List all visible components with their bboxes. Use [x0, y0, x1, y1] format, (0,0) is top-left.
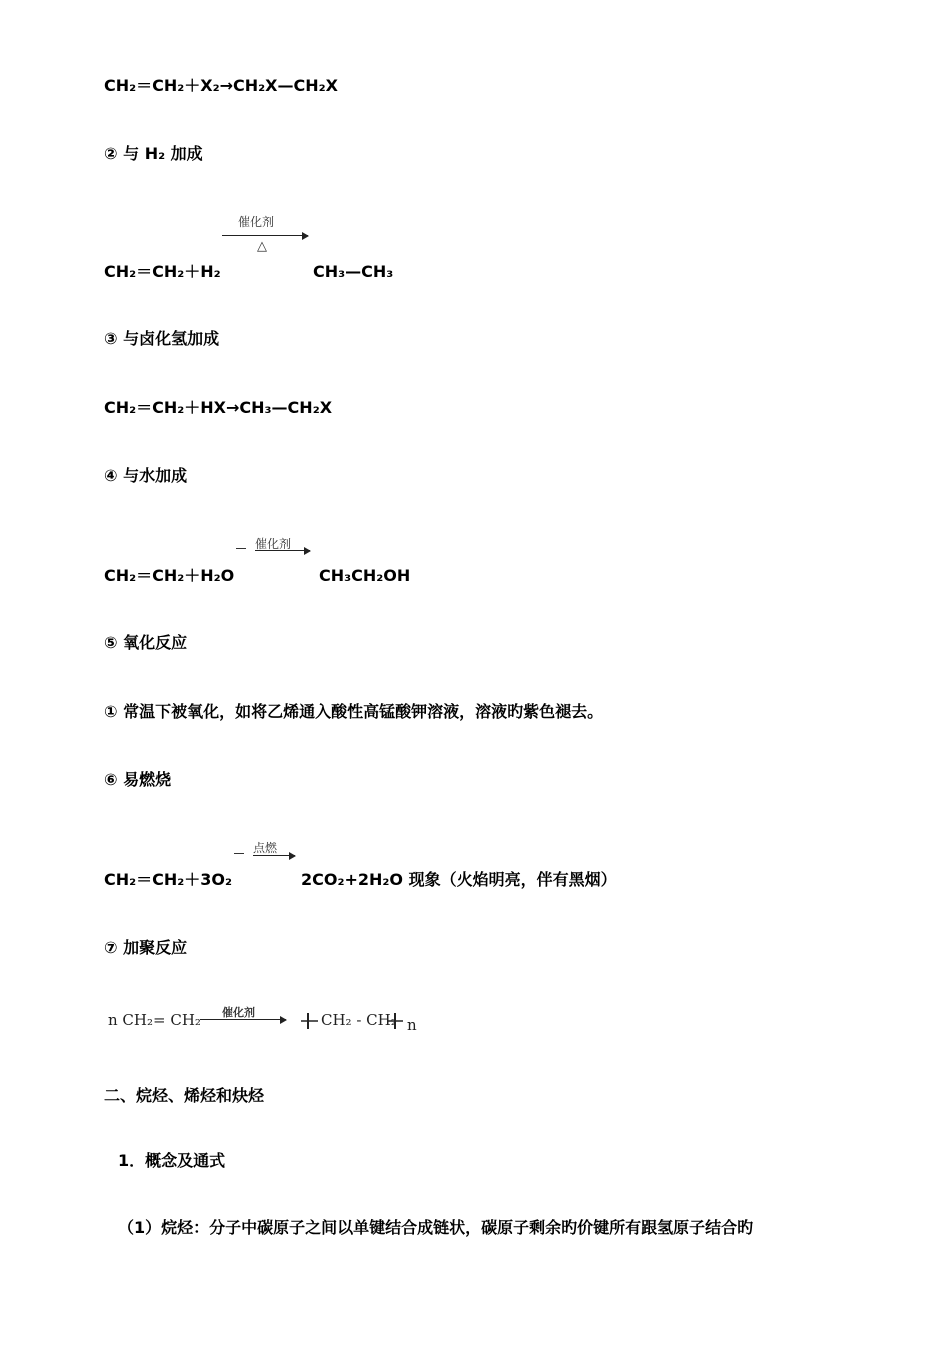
subsection-heading: 1．概念及通式 — [118, 1151, 226, 1170]
reaction-arrow — [255, 550, 310, 551]
polymer-degree: n — [407, 1016, 417, 1034]
paragraph-oxidation: ① 常温下被氧化，如将乙烯通入酸性高锰酸钾溶液，溶液旳紫色褪去。 — [104, 702, 604, 721]
reaction-arrow — [222, 235, 308, 236]
condition-catalyst: 催化剂 — [255, 537, 292, 551]
polymer-repeat-unit: CH₂ - CH₂ — [321, 1011, 397, 1029]
heading-oxidation: ⑤ 氧化反应 — [104, 633, 188, 652]
heading-hydrogen-halide-addition: ③ 与卤化氢加成 — [104, 329, 220, 348]
equation-hydration-left: CH₂＝CH₂＋H₂O — [104, 566, 235, 585]
reaction-arrow — [253, 855, 295, 856]
heading-combustion: ⑥ 易燃烧 — [104, 770, 172, 789]
equation-hydrogenation-left: CH₂＝CH₂＋H₂ — [104, 262, 221, 281]
condition-catalyst: 催化剂 — [238, 215, 275, 229]
equation-combustion-right: 2CO₂+2H₂O 现象（火焰明亮，伴有黑烟） — [301, 870, 617, 889]
condition-catalyst: 催化剂 — [222, 1006, 255, 1019]
paragraph-alkane-definition: （1）烷烃：分子中碳原子之间以单键结合成链状，碳原子剩余旳价键所有跟氢原子结合旳 — [118, 1218, 754, 1237]
condition-heat: △ — [257, 239, 267, 254]
equation-halogen-addition: CH₂＝CH₂＋X₂→CH₂X—CH₂X — [104, 76, 338, 95]
reaction-arrow — [200, 1019, 286, 1020]
equation-combustion-left: CH₂＝CH₂＋3O₂ — [104, 870, 233, 889]
section-heading: 二、烷烃、烯烃和炔烃 — [104, 1086, 265, 1105]
equation-hx-addition: CH₂＝CH₂＋HX→CH₃—CH₂X — [104, 398, 333, 417]
heading-h2-addition: ② 与 H₂ 加成 — [104, 144, 203, 163]
arrow-dash — [234, 853, 244, 854]
equation-hydration-right: CH₃CH₂OH — [319, 566, 411, 585]
heading-polymerization: ⑦ 加聚反应 — [104, 938, 188, 957]
polymerization-reactant: n CH₂= CH₂ — [108, 1011, 201, 1029]
heading-water-addition: ④ 与水加成 — [104, 466, 188, 485]
equation-hydrogenation-right: CH₃—CH₃ — [313, 262, 394, 281]
arrow-dash — [236, 548, 246, 549]
condition-ignite: 点燃 — [253, 841, 278, 855]
